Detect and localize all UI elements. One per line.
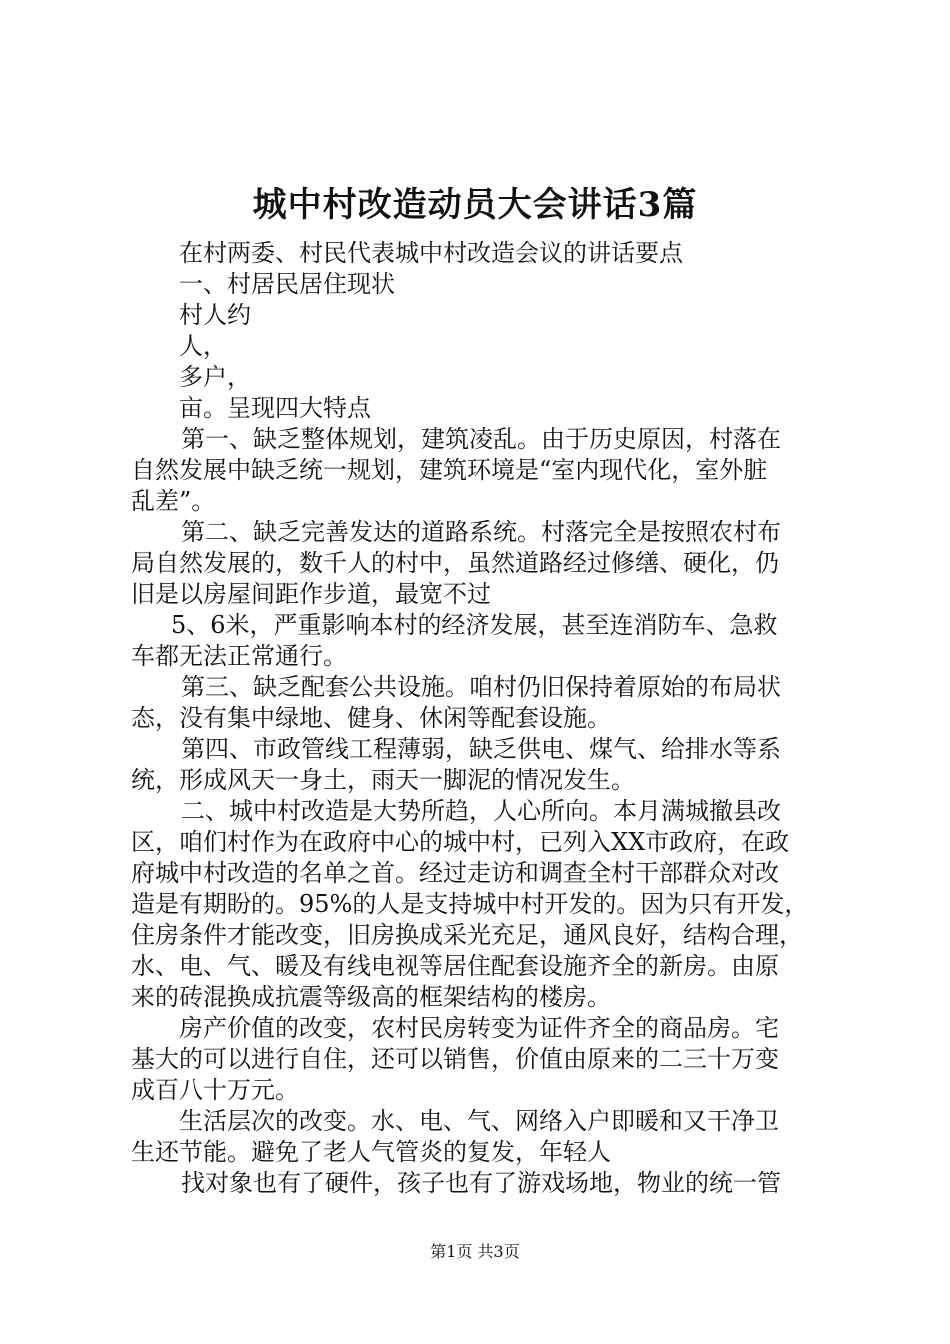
text-line: 成百八十万元。	[131, 1076, 299, 1104]
text-line: 第四、市政管线工程薄弱，缺乏供电、煤气、给排水等系	[181, 735, 781, 763]
text-line: 乱差”。	[131, 487, 216, 515]
document-body	[131, 238, 831, 1199]
text-line: 生活层次的改变。水、电、气、网络入户即暖和又干净卫	[179, 1107, 779, 1135]
text-line: 找对象也有了硬件，孩子也有了游戏场地，物业的统一管	[181, 1169, 781, 1197]
text-line: 车都无法正常通行。	[131, 642, 347, 670]
text-line: 局自然发展的，数千人的村中，虽然道路经过修缮、硬化，仍	[131, 549, 779, 577]
text-line: 亩。呈现四大特点	[179, 394, 371, 422]
text-line: 第二、缺乏完善发达的道路系统。村落完全是按照农村布	[181, 518, 781, 546]
text-line: 第一、缺乏整体规划，建筑凌乱。由于历史原因，村落在	[181, 425, 781, 453]
text-line: 房产价值的改变，农村民房转变为证件齐全的商品房。宅	[179, 1014, 779, 1042]
text-line: 二、城中村改造是大势所趋，人心所向。本月满城撤县改	[181, 797, 781, 825]
text-line: 态，没有集中绿地、健身、休闲等配套设施。	[131, 704, 611, 732]
text-line: 生还节能。避免了老人气管炎的复发，年轻人	[131, 1138, 611, 1166]
page-footer: 第1页 共3页	[430, 1242, 520, 1261]
text-line: 自然发展中缺乏统一规划，建筑环境是“室内现代化，室外脏	[131, 456, 768, 484]
text-line: 村人约	[179, 301, 251, 329]
text-line: 住房条件才能改变，旧房换成采光充足，通风良好，结构合理，	[131, 921, 803, 949]
text-line: 区，咱们村作为在政府中心的城中村，已列入XX市政府，在政	[131, 828, 790, 856]
text-line: 来的砖混换成抗震等级高的框架结构的楼房。	[131, 983, 611, 1011]
text-line: 一、村居民居住现状	[179, 270, 395, 298]
text-line: 水、电、气、暖及有线电视等居住配套设施齐全的新房。由原	[131, 952, 779, 980]
text-line: 第三、缺乏配套公共设施。咱村仍旧保持着原始的布局状	[181, 673, 781, 701]
text-line: 造是有期盼的。95%的人是支持城中村开发的。因为只有开发，	[131, 890, 809, 918]
text-line: 在村两委、村民代表城中村改造会议的讲话要点	[179, 239, 683, 267]
document-title: 城中村改造动员大会讲话3篇	[252, 185, 698, 225]
text-line: 府城中村改造的名单之首。经过走访和调查全村干部群众对改	[131, 859, 779, 887]
text-line: 多户，	[179, 363, 251, 391]
text-line: 5、6米，严重影响本村的经济发展，甚至连消防车、急救	[171, 611, 778, 639]
text-line: 统，形成风天一身土，雨天一脚泥的情况发生。	[131, 766, 635, 794]
text-line: 旧是以房屋间距作步道，最宽不过	[131, 580, 491, 608]
text-line: 人，	[179, 332, 227, 360]
text-line: 基大的可以进行自住，还可以销售，价值由原来的二三十万变	[131, 1045, 779, 1073]
